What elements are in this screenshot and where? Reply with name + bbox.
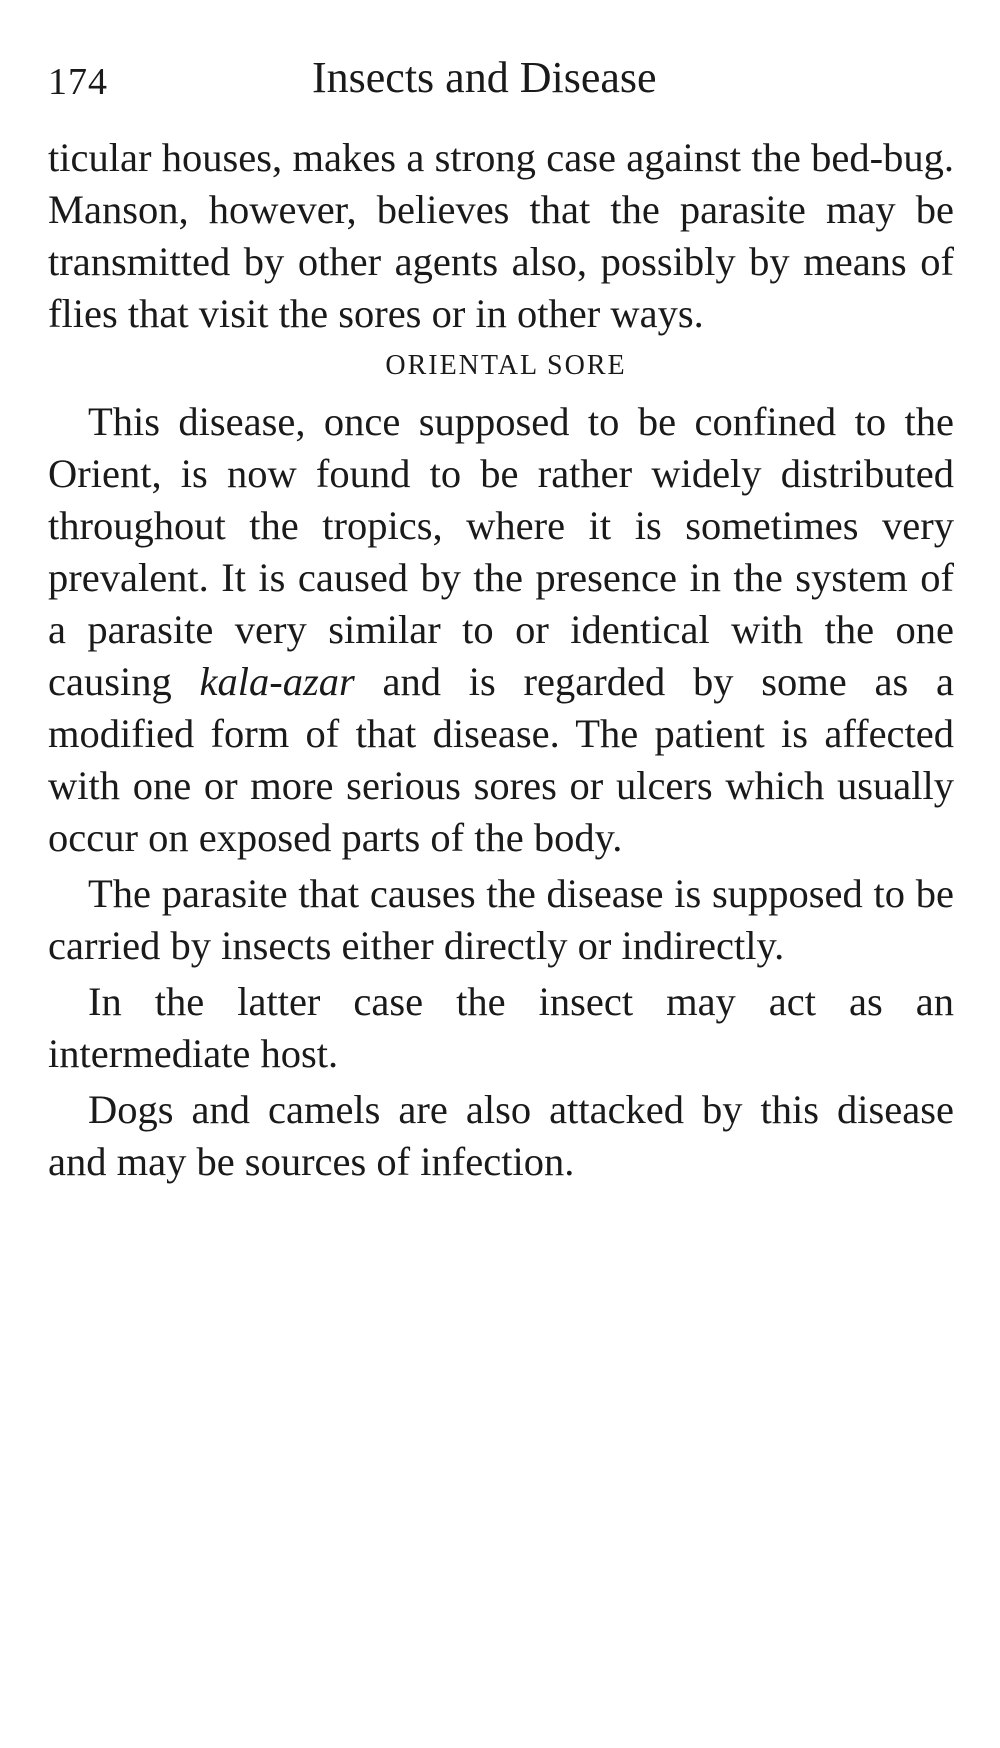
paragraph-transmission: The parasite that causes the disease is supposed to be carried by insects either directly or indirectly. [48, 871, 954, 968]
paragraph-intermediate-host: In the latter case the insect may act as an intermediate host. [48, 979, 954, 1076]
italic-term: kala-azar [199, 659, 355, 704]
paragraph-oriental-sore-description [48, 396, 954, 864]
section-heading: ORIENTAL SORE [385, 350, 627, 381]
paragraph-animal-hosts: Dogs and camels are also attacked by this disease and may be sources of infection. [48, 1087, 954, 1184]
body-text [48, 132, 954, 1188]
continued-paragraph: ticular houses, makes a strong case against the bed-bug. Manson, however, believes that the parasite may be transmitted by other agents also, possibly by means of flies that visit the sores or in other ways. [48, 135, 954, 336]
paragraph-text-before-italic: This disease, once supposed to be confined to the Orient, is now found to be rather widely distributed throughout the tropics, where it is sometimes very prevalent. It is caused by the presence in the system of a parasite very similar to or identical with the one causing [48, 399, 954, 704]
paragraph-text-after-italic: and is regarded by some as a modified form of that disease. The patient is affected with one or more serious sores or ulcers which usually occur on exposed parts of the body. [48, 659, 955, 860]
running-head [48, 52, 948, 112]
page-number: 174 [48, 61, 108, 103]
running-title: Insects and Disease [312, 53, 657, 102]
